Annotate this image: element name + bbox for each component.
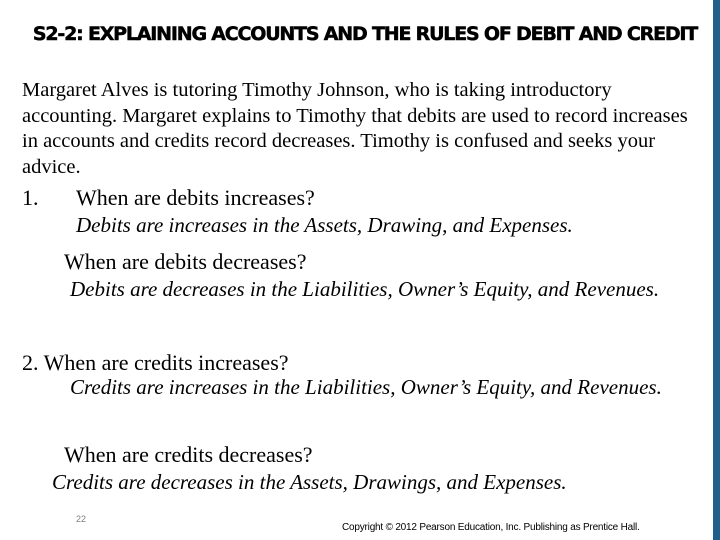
slide-title: S2-2: EXPLAINING ACCOUNTS AND THE RULES OF DEBIT AND CREDIT — [32, 23, 698, 45]
answer-2b: Credits are decreases in the Assets, Drawings, and Expenses. — [52, 470, 567, 494]
answer-2: Credits are increases in the Liabilities, Owner’s Equity, and Revenues. — [70, 375, 662, 399]
answer-1: Debits are increases in the Assets, Drawing, and Expenses. — [76, 213, 573, 237]
question-2: 2. When are credits increases? — [22, 350, 289, 375]
copyright-notice: Copyright © 2012 Pearson Education, Inc. Publishing as Prentice Hall. — [342, 522, 640, 533]
question-1b: When are debits decreases? — [64, 249, 307, 274]
question-1-number: 1. — [22, 185, 39, 210]
accent-bar — [713, 0, 720, 540]
intro-paragraph: Margaret Alves is tutoring Timothy Johnson, who is taking introductory accounting. Margaret explains to Timothy that debits are used to record increases in accounts and credits record decreases. Timothy is confused and seeks your advice. — [22, 79, 688, 178]
answer-1b: Debits are decreases in the Liabilities, Owner’s Equity, and Revenues. — [70, 277, 660, 301]
question-1-text: When are debits increases? — [76, 185, 315, 210]
question-1 — [22, 185, 315, 211]
question-2b: When are credits decreases? — [64, 442, 313, 467]
page-number: 22 — [76, 514, 87, 524]
